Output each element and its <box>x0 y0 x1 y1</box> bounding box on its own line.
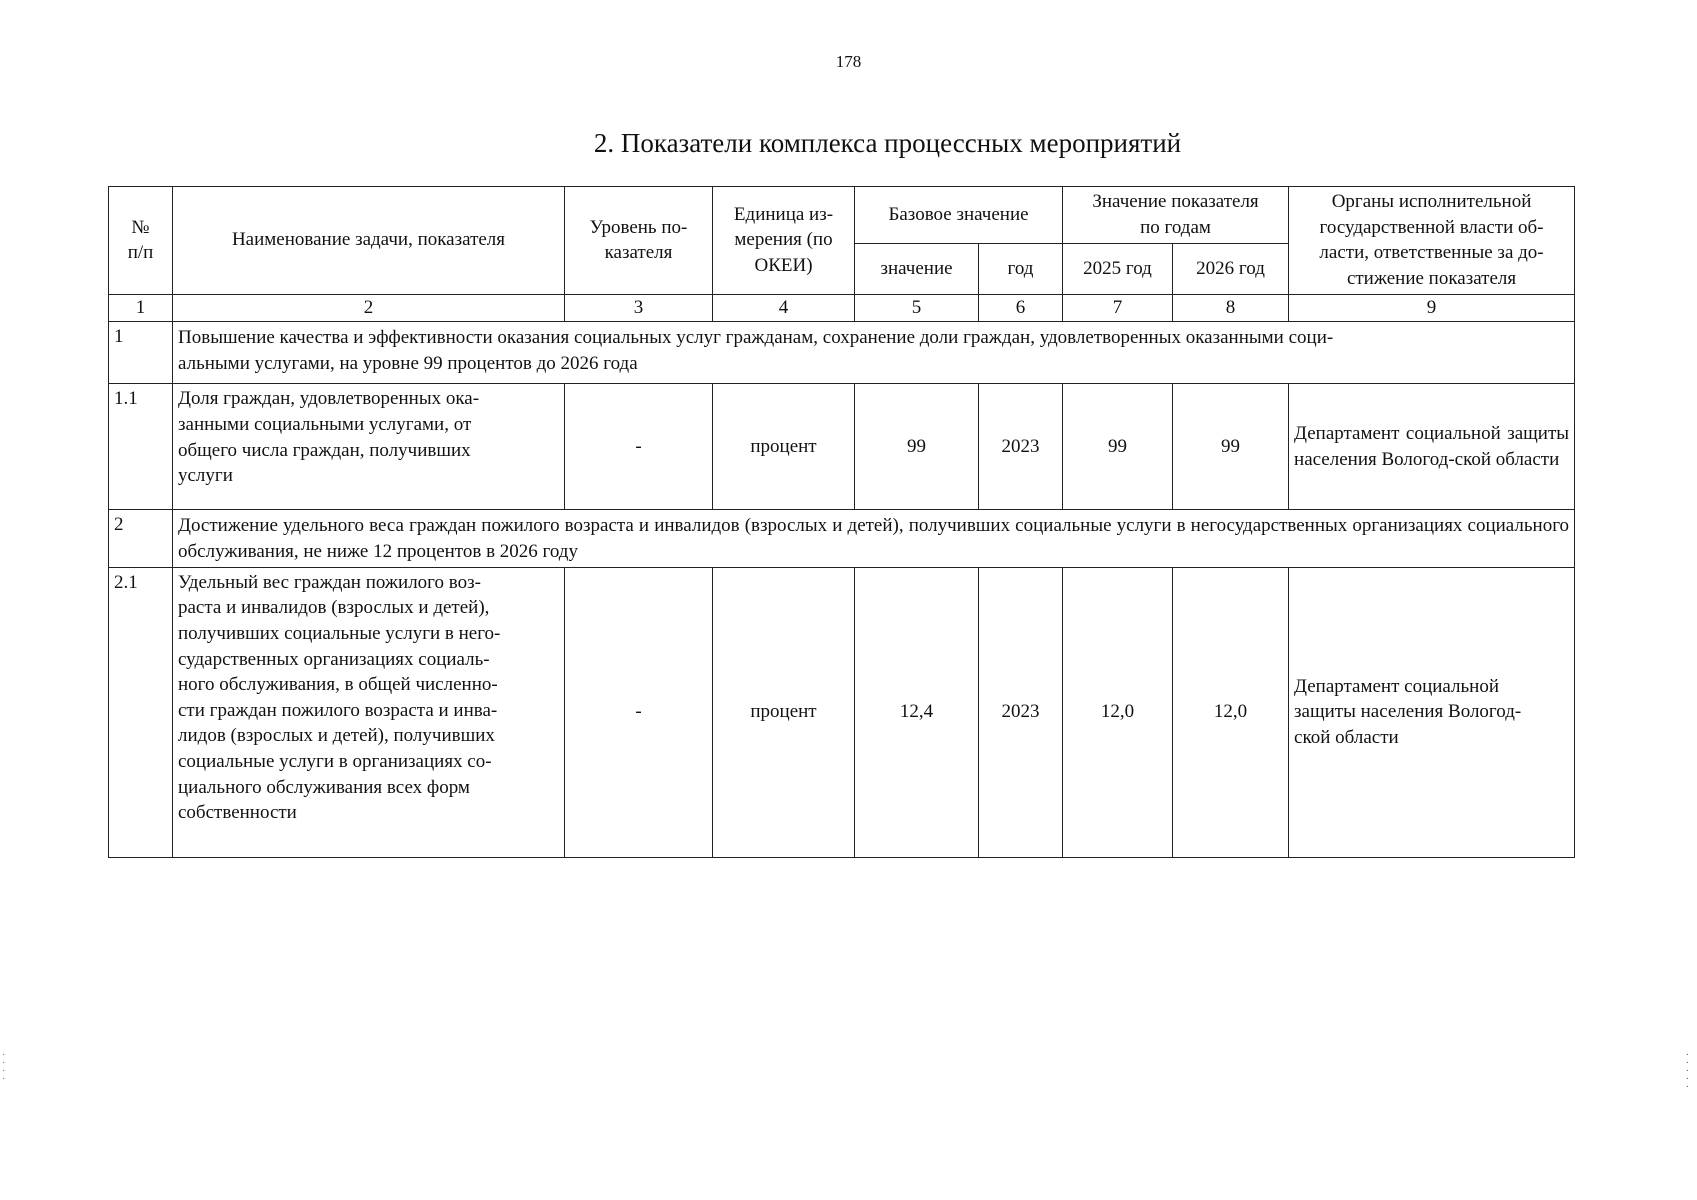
column-number: 7 <box>1063 294 1173 322</box>
column-number: 9 <box>1289 294 1575 322</box>
indicator-base-year: 2023 <box>979 384 1063 510</box>
indicator-unit: процент <box>713 384 855 510</box>
indicators-table <box>108 186 1575 858</box>
indicator-base-value: 12,4 <box>855 567 979 857</box>
header-by-years: Значение показателя по годам <box>1063 187 1289 244</box>
scan-margin-marks-left: · · · · <box>2 1050 6 1085</box>
indicator-2026: 12,0 <box>1173 567 1289 857</box>
indicator-number: 1.1 <box>109 384 173 510</box>
indicator-2025: 99 <box>1063 384 1173 510</box>
indicator-2026: 99 <box>1173 384 1289 510</box>
indicator-unit: процент <box>713 567 855 857</box>
indicator-name: Удельный вес граждан пожилого воз- раста и инвалидов (взрослых и детей), получивших социальные услуги в него- сударственных организациях социаль- ного обслуживания, в общей численно- сти граждан пожилого возраста и инва- лидов (взрослых и детей), получивших социальные услуги в организациях со- циального обслуживания всех форм собственности <box>173 567 565 857</box>
header-organs: Органы исполнительной государственной власти об- ласти, ответственные за до- стижение показателя <box>1289 187 1575 295</box>
header-base: Базовое значение <box>855 187 1063 244</box>
task-row <box>109 322 1575 384</box>
task-number: 1 <box>109 322 173 384</box>
column-number: 8 <box>1173 294 1289 322</box>
column-number: 5 <box>855 294 979 322</box>
column-number: 4 <box>713 294 855 322</box>
header-num: № п/п <box>109 187 173 295</box>
indicator-row <box>109 384 1575 510</box>
header-unit: Единица из- мерения (по ОКЕИ) <box>713 187 855 295</box>
column-numbers-row <box>109 294 1575 322</box>
page-title: 2. Показатели комплекса процессных мероприятий <box>593 128 1182 158</box>
page-number: 178 <box>835 52 862 71</box>
header-base-value: значение <box>855 243 979 294</box>
indicator-base-year: 2023 <box>979 567 1063 857</box>
task-number: 2 <box>109 510 173 567</box>
indicator-organ: Департамент социальной защиты населения Вологод- ской области <box>1289 567 1575 857</box>
header-2025: 2025 год <box>1063 243 1173 294</box>
task-text: Достижение удельного веса граждан пожилого возраста и инвалидов (взрослых и детей), получивших социальные услуги в негосударственных организациях социального обслуживания, не ниже 12 процентов в 2026 году <box>173 510 1575 567</box>
indicator-number: 2.1 <box>109 567 173 857</box>
indicator-row <box>109 567 1575 857</box>
task-row <box>109 510 1575 567</box>
indicator-level: - <box>565 384 713 510</box>
indicator-name: Доля граждан, удовлетворенных ока- занными социальными услугами, от общего числа граждан, получивших услуги <box>173 384 565 510</box>
scan-margin-marks-right: · · · · · <box>1685 1050 1689 1093</box>
task-text: Повышение качества и эффективности оказания социальных услуг гражданам, сохранение доли граждан, удовлетворенных оказанными соци- альными услугами, на уровне 99 процентов до 2026 года <box>173 322 1575 384</box>
indicator-base-value: 99 <box>855 384 979 510</box>
column-number: 2 <box>173 294 565 322</box>
indicator-2025: 12,0 <box>1063 567 1173 857</box>
column-number: 1 <box>109 294 173 322</box>
indicator-organ: Департамент социальной защиты населения Вологод-ской области <box>1289 384 1575 510</box>
column-number: 6 <box>979 294 1063 322</box>
header-name: Наименование задачи, показателя <box>173 187 565 295</box>
header-2026: 2026 год <box>1173 243 1289 294</box>
header-base-year: год <box>979 243 1063 294</box>
column-number: 3 <box>565 294 713 322</box>
header-level: Уровень по- казателя <box>565 187 713 295</box>
indicator-level: - <box>565 567 713 857</box>
